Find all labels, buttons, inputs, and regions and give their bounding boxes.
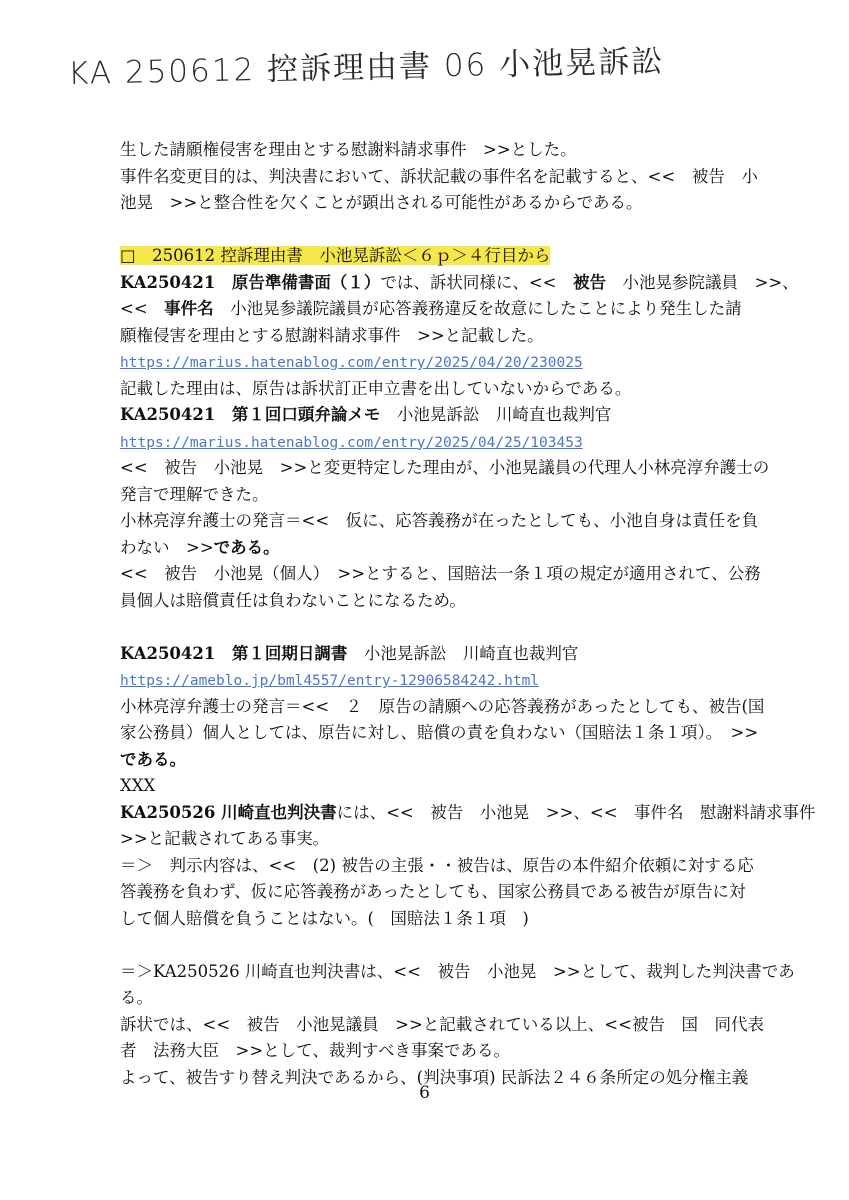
text-line: 訴状では、<< 被告 小池晃議員 >>と記載されている以上、<<被告 国 同代表: [120, 1014, 764, 1034]
text-line: >>と記載されてある事実。: [120, 829, 330, 848]
section-title: KA250421 第１回口頭弁論メモ: [120, 405, 381, 424]
section-heading: [120, 243, 800, 270]
section-title: KA250421 第１回期日調書: [120, 643, 348, 663]
text-line: << 被告 小池晃 >>と変更特定した理由が、小池晃議員の代理人小林亮淳弁護士の: [120, 458, 770, 477]
bold-span: 被告: [573, 272, 607, 292]
text-span: では、訴状同様に、<<: [380, 272, 574, 292]
text-line: して個人賠償を負うことはない。( 国賠法１条１項 ): [120, 908, 529, 928]
document-body: [120, 137, 816, 1091]
text-span: 小池晃訴訟 川崎直也裁判官: [380, 405, 612, 424]
url-line: [120, 429, 800, 456]
text-span: 小池晃訴訟 川崎直也裁判官: [347, 643, 579, 663]
url-line: [120, 349, 800, 376]
text-line: 発言で理解できた。: [120, 484, 269, 504]
url-line: [120, 667, 800, 694]
text-line: る。: [120, 988, 153, 1007]
text-line: 小林亮淳弁護士の発言＝<< ２ 原告の請願への応答義務があったとしても、被告(国: [120, 696, 765, 716]
text-span: わない >>: [120, 537, 214, 557]
text-span: には、<< 被告 小池晃 >>、<< 事件名 慰謝料請求事件: [336, 802, 816, 822]
url-link[interactable]: https://marius.hatenablog.com/entry/2025/04/20/230025: [120, 355, 583, 371]
text-line: [120, 641, 800, 668]
url-link[interactable]: https://marius.hatenablog.com/entry/2025/04/25/103453: [120, 434, 583, 451]
text-line: [120, 402, 800, 429]
text-line: よって、被告すり替え判決であるから、(判決事項) 民訴法２４６条所定の処分権主義: [120, 1067, 749, 1087]
text-line: 池晃 >>と整合性を欠くことが顕出される可能性があるからである。: [120, 193, 643, 212]
url-link[interactable]: https://ameblo.jp/bml4557/entry-12906584242.html: [120, 673, 540, 689]
text-line: 者 法務大臣 >>として、裁判すべき事案である。: [120, 1041, 510, 1060]
bold-span: である。: [213, 537, 280, 557]
text-line: << 被告 小池晃（個人） >>とすると、国賠法一条１項の規定が適用されて、公務: [120, 564, 761, 583]
text-line: ＝＞KA250526 川崎直也判決書は、<< 被告 小池晃 >>として、裁判した判決書であ: [120, 961, 795, 981]
text-line: XXX: [120, 776, 156, 795]
text-line: 答義務を負わず、仮に応答義務があったとしても、国家公務員である被告が原告に対: [120, 882, 746, 901]
bold-span: 事件名: [164, 299, 214, 318]
text-span: 小池晃参議院議員が応答義務違反を故意にしたことにより発生した請: [213, 299, 742, 318]
text-span: <<: [120, 299, 165, 318]
page-number: 6: [419, 1083, 430, 1103]
text-span: 小池晃参院議員 >>、: [606, 272, 799, 292]
text-line: 願権侵害を理由とする慰謝料請求事件 >>と記載した。: [120, 325, 544, 345]
text-line: 小林亮淳弁護士の発言＝<< 仮に、応答義務が在ったとしても、小池自身は責任を負: [120, 511, 759, 530]
handwritten-header: KA 250612 控訴理由書 06 小池晃訴訟: [67, 43, 665, 92]
text-line: [120, 296, 800, 323]
text-line: 家公務員）個人としては、原告に対し、賠償の責を負わない（国賠法１条１項）。 >>: [120, 723, 759, 742]
text-line: 員個人は賠償責任は負わないことになるため。: [120, 590, 466, 610]
section-title: KA250421 原告準備書面（１）: [120, 272, 381, 292]
text-line: [120, 535, 800, 562]
text-line: [120, 270, 800, 297]
section-title: KA250526 川崎直也判決書: [120, 802, 337, 822]
text-line: [120, 800, 816, 827]
text-line: である。: [120, 749, 186, 769]
text-line: 生した請願権侵害を理由とする慰謝料請求事件 >>とした。: [120, 140, 577, 159]
highlighted-heading: □ 250612 控訴理由書 小池晃訴訟＜６ｐ＞４行目から: [120, 246, 551, 265]
text-line: 記載した理由は、原告は訴状訂正申立書を出していないからである。: [120, 378, 632, 398]
text-line: 事件名変更目的は、判決書において、訴状記載の事件名を記載すると、<< 被告 小: [120, 166, 758, 186]
text-line: ＝＞ 判示内容は、<< (2) 被告の主張・・被告は、原告の本件紹介依頼に対する応: [120, 855, 754, 875]
